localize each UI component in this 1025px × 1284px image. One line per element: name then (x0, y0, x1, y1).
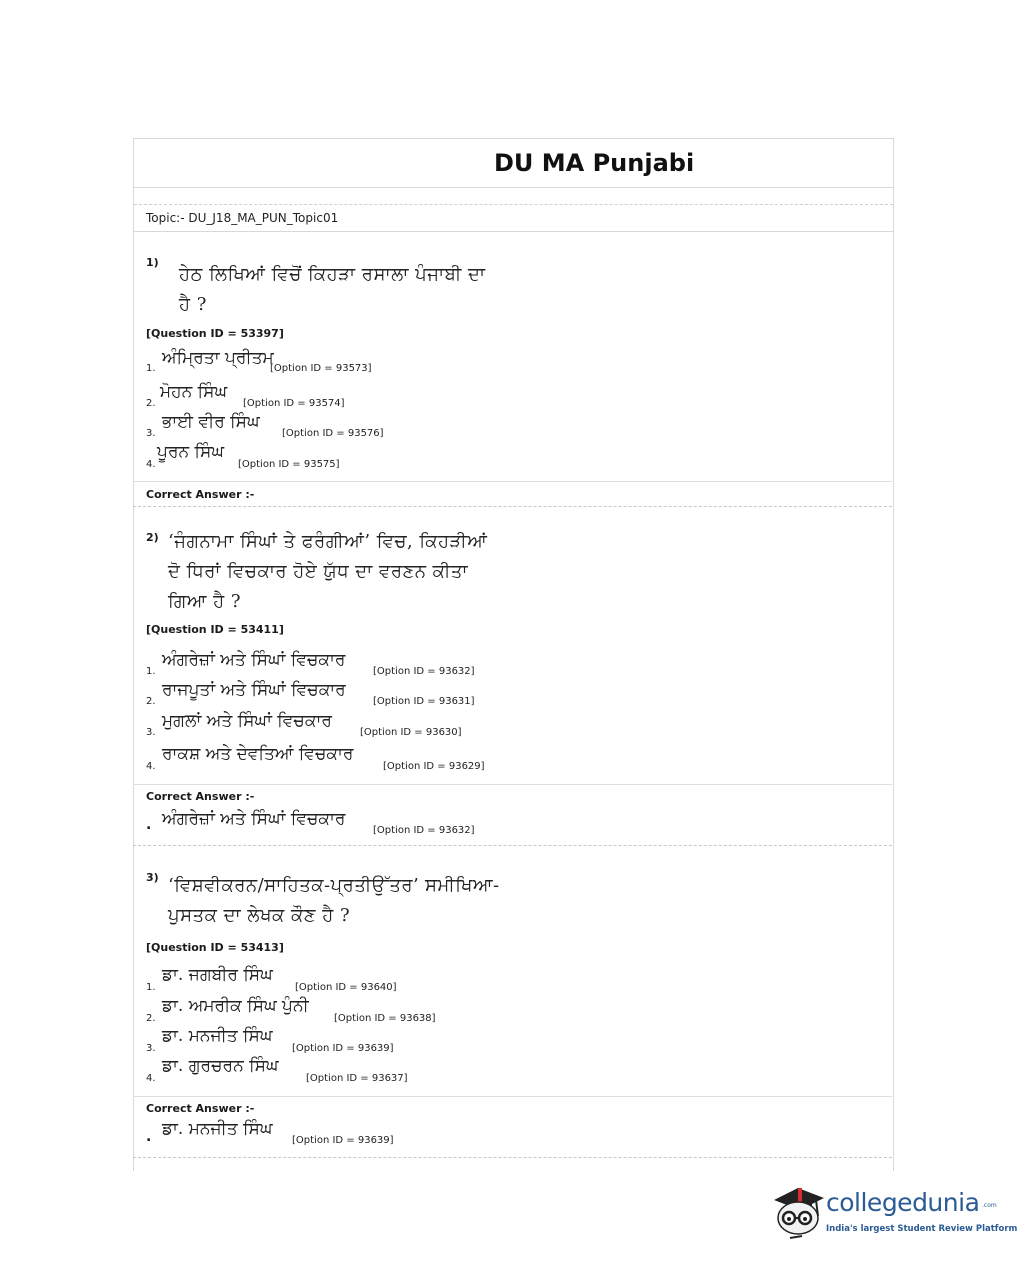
option-text: ਡਾ. ਮਨਜੀਤ ਸਿੰਘ (162, 1026, 273, 1046)
correct-answer-option-id: [Option ID = 93639] (292, 1135, 394, 1146)
question-separator (133, 845, 892, 846)
option-id: [Option ID = 93632] (373, 666, 475, 677)
topic-label: Topic:- DU_J18_MA_PUN_Topic01 (146, 211, 339, 225)
option-id: [Option ID = 93574] (243, 398, 345, 409)
option-number: 3. (146, 1043, 156, 1054)
divider (133, 784, 892, 785)
topic-row (134, 204, 893, 232)
question-text-line: ਦੋ ਧਿਰਾਂ ਵਿਚਕਾਰ ਹੋਏ ਯੁੱਧ ਦਾ ਵਰਣਨ ਕੀਤਾ (168, 561, 469, 582)
option-id: [Option ID = 93640] (295, 982, 397, 993)
option-number: 4. (146, 1073, 156, 1084)
option-id: [Option ID = 93631] (373, 696, 475, 707)
question-text-line-suffix: ਸਮੀਖਿਆ- (425, 875, 500, 896)
option-text: ਅੰਗਰੇਜ਼ਾਂ ਅਤੇ ਸਿੰਘਾਂ ਵਿਚਕਾਰ (162, 650, 346, 670)
option-number: 1. (146, 982, 156, 993)
question-text-line: ‘ਵਿਸ਼ਵੀਕਰਨ/ਸਾਹਿਤਕ-ਪ੍ਰਤੀਉੱਤਰ’ (168, 875, 420, 896)
option-text: ਡਾ. ਗੁਰਚਰਨ ਸਿੰਘ (162, 1056, 279, 1076)
option-text: ਭਾਈ ਵੀਰ ਸਿੰਘ (162, 412, 260, 432)
option-id: [Option ID = 93630] (360, 727, 462, 738)
correct-answer-label: Correct Answer :- (146, 790, 255, 803)
option-number: 3. (146, 428, 156, 439)
option-id: [Option ID = 93575] (238, 459, 340, 470)
question-text-line: ਪੁਸਤਕ ਦਾ ਲੇਖਕ ਕੌਣ ਹੈ ? (168, 905, 351, 926)
option-text: ਰਾਕਸ਼ ਅਤੇ ਦੇਵਤਿਆਂ ਵਿਚਕਾਰ (162, 744, 354, 764)
option-text: ਡਾ. ਅਮਰੀਕ ਸਿੰਘ ਪੁੰਨੀ (162, 996, 309, 1016)
option-number: 1. (146, 363, 156, 374)
question-id: [Question ID = 53411] (146, 623, 284, 636)
option-number: 2. (146, 1013, 156, 1024)
brand-name: collegedunia (826, 1188, 980, 1217)
option-text: ਰਾਜਪੂਤਾਂ ਅਤੇ ਸਿੰਘਾਂ ਵਿਚਕਾਰ (162, 680, 346, 700)
question-number: 1) (146, 256, 159, 269)
question-number: 2) (146, 531, 159, 544)
option-id: [Option ID = 93629] (383, 761, 485, 772)
option-number: 2. (146, 696, 156, 707)
option-number: 4. (146, 761, 156, 772)
correct-answer-label: Correct Answer :- (146, 1102, 255, 1115)
divider (133, 1096, 892, 1097)
option-text: ਪੂਰਨ ਸਿੰਘ (157, 442, 224, 462)
question-text-line: ਹੈ ? (179, 294, 207, 315)
title-box (134, 139, 893, 188)
option-number: 1. (146, 666, 156, 677)
correct-answer-text: ਅੰਗਰੇਜ਼ਾਂ ਅਤੇ ਸਿੰਘਾਂ ਵਿਚਕਾਰ (162, 809, 346, 829)
option-number: 2. (146, 398, 156, 409)
brand-tagline: India's largest Student Review Platform (826, 1224, 1018, 1234)
correct-answer-option-id: [Option ID = 93632] (373, 825, 475, 836)
correct-answer-text: ਡਾ. ਮਨਜੀਤ ਸਿੰਘ (162, 1119, 273, 1139)
option-number: 3. (146, 727, 156, 738)
divider (133, 481, 892, 482)
correct-answer-bullet: . (146, 1129, 152, 1145)
question-separator (133, 506, 892, 507)
page-title: DU MA Punjabi (494, 149, 695, 177)
option-id: [Option ID = 93637] (306, 1073, 408, 1084)
option-id: [Option ID = 93576] (282, 428, 384, 439)
option-text: ਅੰਮ੍ਰਿਤਾ ਪ੍ਰੀਤਮ (162, 348, 274, 368)
question-id: [Question ID = 53397] (146, 327, 284, 340)
option-text: ਮੁਗਲਾਂ ਅਤੇ ਸਿੰਘਾਂ ਵਿਚਕਾਰ (162, 711, 332, 731)
question-text-line: ਗਿਆ ਹੈ ? (168, 591, 242, 612)
option-text: ਮੋਹਨ ਸਿੰਘ (160, 382, 228, 402)
brand-suffix: .com (982, 1202, 997, 1209)
correct-answer-bullet: . (146, 817, 152, 833)
question-separator (133, 1157, 892, 1158)
correct-answer-label: Correct Answer :- (146, 488, 255, 501)
question-id: [Question ID = 53413] (146, 941, 284, 954)
option-id: [Option ID = 93639] (292, 1043, 394, 1054)
question-text-line: ‘ਜੰਗਨਾਮਾ ਸਿੰਘਾਂ ਤੇ ਫਰੰਗੀਆਂ’ ਵਿਚ, ਕਿਹੜੀਆਂ (168, 531, 488, 552)
option-text: ਡਾ. ਜਗਬੀਰ ਸਿੰਘ (162, 965, 273, 985)
question-text-line: ਹੇਠ ਲਿਖਿਆਂ ਵਿਚੋਂ ਕਿਹੜਾ ਰਸਾਲਾ ਪੰਜਾਬੀ ਦਾ (179, 264, 486, 285)
option-number: 4. (146, 459, 156, 470)
question-number: 3) (146, 871, 159, 884)
option-id: [Option ID = 93638] (334, 1013, 436, 1024)
option-id: [Option ID = 93573] (270, 363, 372, 374)
